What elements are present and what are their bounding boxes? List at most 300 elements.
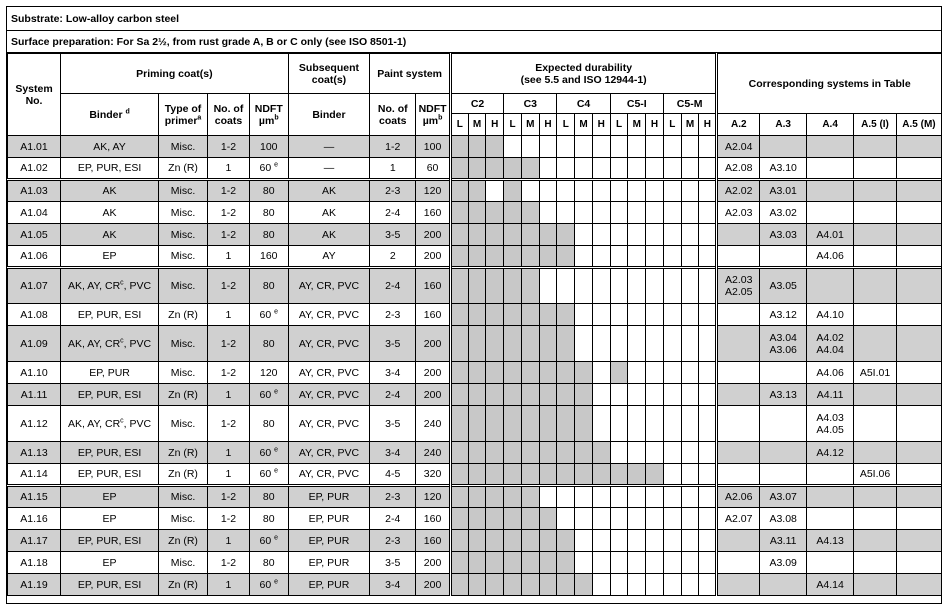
- priming-coats-cell: 1-2: [208, 202, 250, 224]
- durability-cell: [539, 246, 557, 268]
- table-ref-cell: [807, 464, 854, 486]
- system-ndft-cell: 160: [416, 202, 451, 224]
- durability-cell: [521, 224, 539, 246]
- table-ref-cell: A4.11: [807, 384, 854, 406]
- table-ref-cell: [896, 442, 941, 464]
- durability-cell: [681, 180, 699, 202]
- durability-cell: [521, 268, 539, 304]
- durability-cell: [468, 158, 486, 180]
- system-no-cell: A1.14: [8, 464, 61, 486]
- table-ref-cell: [896, 362, 941, 384]
- durability-cell: [504, 552, 522, 574]
- durability-cell: [539, 552, 557, 574]
- durability-cell: [468, 530, 486, 552]
- durability-cell: [592, 326, 610, 362]
- durability-cell: [450, 442, 468, 464]
- durability-cell: [575, 464, 593, 486]
- durability-cell: [646, 136, 664, 158]
- table-body: [8, 136, 942, 596]
- durability-cell: [646, 268, 664, 304]
- durability-cell: [628, 224, 646, 246]
- durability-cell: [504, 442, 522, 464]
- system-coats-cell: 3-4: [370, 362, 416, 384]
- subsequent-binder-cell: EP, PUR: [288, 508, 370, 530]
- durability-level-header: H: [592, 114, 610, 136]
- table-row: [8, 136, 942, 158]
- table-ref-cell: A5I.06: [854, 464, 897, 486]
- priming-ndft-cell: 60 $^e$: [249, 530, 288, 552]
- durability-cell: [681, 552, 699, 574]
- durability-cell: [539, 486, 557, 508]
- durability-cell: [557, 508, 575, 530]
- durability-cell: [468, 486, 486, 508]
- system-no-cell: A1.17: [8, 530, 61, 552]
- table-row: [8, 246, 942, 268]
- table-ref-cell: A4.14: [807, 574, 854, 596]
- durability-cell: [592, 136, 610, 158]
- category-c5-m-header: C5-M: [663, 94, 716, 114]
- durability-cell: [575, 552, 593, 574]
- priming-ndft-cell: 80: [249, 202, 288, 224]
- system-no-cell: A1.15: [8, 486, 61, 508]
- table-ref-cell: [807, 486, 854, 508]
- paint-system-table-sheet: [6, 6, 942, 604]
- durability-cell: [575, 268, 593, 304]
- system-coats-cell: 3-5: [370, 224, 416, 246]
- table-ref-cell: [854, 552, 897, 574]
- priming-ndft-cell: 80: [249, 486, 288, 508]
- table-ref-cell: A2.03: [717, 202, 760, 224]
- table-ref-cell: A2.04: [717, 136, 760, 158]
- durability-cell: [504, 530, 522, 552]
- durability-cell: [486, 158, 504, 180]
- table-row: [8, 508, 942, 530]
- durability-cell: [486, 464, 504, 486]
- durability-cell: [610, 202, 628, 224]
- durability-cell: [628, 268, 646, 304]
- system-no-cell: A1.13: [8, 442, 61, 464]
- system-coats-cell: 2-3: [370, 530, 416, 552]
- priming-coats-cell: 1-2: [208, 406, 250, 442]
- table-row: [8, 268, 942, 304]
- binder-cell: AK: [61, 224, 159, 246]
- priming-coats-cell: 1: [208, 442, 250, 464]
- durability-cell: [592, 574, 610, 596]
- table-row: [8, 202, 942, 224]
- table-row: [8, 362, 942, 384]
- footnote-mark: e: [274, 161, 279, 169]
- durability-cell: [646, 530, 664, 552]
- durability-cell: [557, 304, 575, 326]
- durability-cell: [486, 136, 504, 158]
- primer-type-cell: Misc.: [159, 326, 208, 362]
- system-ndft-cell: 200: [416, 384, 451, 406]
- durability-cell: [521, 326, 539, 362]
- table-ref-cell: A3.04 A3.06: [760, 326, 807, 362]
- table-ref-cell: [896, 486, 941, 508]
- durability-cell: [539, 530, 557, 552]
- durability-cell: [575, 530, 593, 552]
- subsequent-coats-header: Subsequent coat(s): [288, 54, 370, 94]
- durability-cell: [450, 326, 468, 362]
- durability-cell: [610, 224, 628, 246]
- durability-cell: [628, 486, 646, 508]
- table-ref-cell: [896, 136, 941, 158]
- system-ndft-cell: 200: [416, 362, 451, 384]
- subsequent-binder-cell: —: [288, 136, 370, 158]
- system-no-cell: A1.10: [8, 362, 61, 384]
- priming-ndft-header: NDFT µm$^b$: [249, 94, 288, 136]
- primer-type-cell: Misc.: [159, 508, 208, 530]
- priming-coats-cell: 1-2: [208, 362, 250, 384]
- footnote-mark: e: [274, 388, 279, 395]
- binder-cell: AK, AY, $CR^c$, PVC: [61, 326, 159, 362]
- system-ndft-cell: 160: [416, 304, 451, 326]
- table-row: [8, 406, 942, 442]
- table-row: [8, 180, 942, 202]
- durability-cell: [628, 202, 646, 224]
- subsequent-binder-cell: —: [288, 158, 370, 180]
- durability-cell: [468, 552, 486, 574]
- system-coats-cell: 2-4: [370, 508, 416, 530]
- durability-cell: [681, 464, 699, 486]
- durability-cell: [646, 326, 664, 362]
- durability-cell: [539, 442, 557, 464]
- durability-cell: [521, 552, 539, 574]
- table-ref-cell: [717, 362, 760, 384]
- durability-cell: [504, 268, 522, 304]
- footnote-mark: b: [438, 114, 443, 121]
- durability-cell: [504, 574, 522, 596]
- table-ref-header: A.5 (M): [896, 114, 941, 136]
- table-ref-cell: [854, 304, 897, 326]
- durability-cell: [681, 508, 699, 530]
- durability-cell: [575, 158, 593, 180]
- durability-cell: [539, 574, 557, 596]
- table-ref-cell: [807, 202, 854, 224]
- durability-cell: [486, 574, 504, 596]
- table-ref-cell: [854, 158, 897, 180]
- durability-cell: [450, 202, 468, 224]
- durability-cell: [699, 202, 717, 224]
- subsequent-binder-cell: AK: [288, 202, 370, 224]
- table-ref-cell: [854, 486, 897, 508]
- priming-ndft-cell: 60 $^e$: [249, 442, 288, 464]
- durability-level-header: M: [521, 114, 539, 136]
- table-row: [8, 326, 942, 362]
- table-ref-cell: A4.03 A4.05: [807, 406, 854, 442]
- table-ref-cell: [717, 574, 760, 596]
- system-no-cell: A1.11: [8, 384, 61, 406]
- durability-cell: [486, 486, 504, 508]
- durability-cell: [486, 202, 504, 224]
- durability-cell: [592, 530, 610, 552]
- table-ref-cell: A4.01: [807, 224, 854, 246]
- table-ref-cell: [807, 552, 854, 574]
- durability-cell: [610, 246, 628, 268]
- table-ref-cell: [896, 158, 941, 180]
- durability-cell: [468, 464, 486, 486]
- durability-cell: [539, 158, 557, 180]
- binder-cell: EP, PUR, ESI: [61, 442, 159, 464]
- durability-cell: [575, 486, 593, 508]
- durability-cell: [663, 268, 681, 304]
- table-ref-cell: [854, 180, 897, 202]
- durability-cell: [521, 180, 539, 202]
- footnote-mark: d: [125, 108, 130, 115]
- primer-type-cell: Zn (R): [159, 464, 208, 486]
- durability-cell: [539, 180, 557, 202]
- durability-cell: [504, 464, 522, 486]
- binder-cell: EP, PUR, ESI: [61, 384, 159, 406]
- primer-type-cell: Zn (R): [159, 530, 208, 552]
- durability-cell: [557, 136, 575, 158]
- durability-cell: [663, 202, 681, 224]
- durability-cell: [610, 508, 628, 530]
- durability-cell: [468, 268, 486, 304]
- priming-coats-cell: 1-2: [208, 136, 250, 158]
- primer-type-cell: Misc.: [159, 406, 208, 442]
- durability-cell: [628, 384, 646, 406]
- binder-header: Binder $^d$: [61, 94, 159, 136]
- subsequent-binder-cell: AY, CR, PVC: [288, 406, 370, 442]
- durability-cell: [681, 268, 699, 304]
- priming-ndft-cell: 160: [249, 246, 288, 268]
- durability-cell: [450, 574, 468, 596]
- durability-cell: [450, 268, 468, 304]
- system-coats-cell: 3-5: [370, 326, 416, 362]
- durability-cell: [450, 406, 468, 442]
- table-ref-cell: A2.06: [717, 486, 760, 508]
- durability-cell: [663, 224, 681, 246]
- durability-cell: [663, 304, 681, 326]
- table-row: [8, 530, 942, 552]
- system-ndft-cell: 200: [416, 326, 451, 362]
- durability-cell: [557, 530, 575, 552]
- durability-cell: [450, 158, 468, 180]
- durability-cell: [628, 304, 646, 326]
- priming-coats-cell: 1-2: [208, 508, 250, 530]
- durability-cell: [575, 442, 593, 464]
- system-ndft-header: NDFT µm$^b$: [416, 94, 451, 136]
- durability-cell: [592, 224, 610, 246]
- durability-cell: [646, 158, 664, 180]
- table-ref-cell: A3.09: [760, 552, 807, 574]
- durability-cell: [646, 304, 664, 326]
- durability-cell: [539, 384, 557, 406]
- table-ref-cell: [896, 304, 941, 326]
- durability-cell: [468, 246, 486, 268]
- priming-ndft-cell: 80: [249, 180, 288, 202]
- table-ref-cell: A4.06: [807, 246, 854, 268]
- durability-cell: [486, 246, 504, 268]
- subsequent-binder-cell: EP, PUR: [288, 574, 370, 596]
- binder-cell: EP, PUR, ESI: [61, 158, 159, 180]
- durability-cell: [646, 552, 664, 574]
- table-ref-cell: A3.10: [760, 158, 807, 180]
- durability-cell: [663, 574, 681, 596]
- durability-cell: [575, 326, 593, 362]
- durability-cell: [610, 464, 628, 486]
- subsequent-binder-cell: AY, CR, PVC: [288, 268, 370, 304]
- durability-cell: [486, 304, 504, 326]
- priming-coats-cell: 1: [208, 384, 250, 406]
- durability-cell: [592, 158, 610, 180]
- durability-level-header: H: [646, 114, 664, 136]
- table-ref-cell: [896, 552, 941, 574]
- durability-cell: [663, 486, 681, 508]
- durability-cell: [592, 406, 610, 442]
- table-ref-cell: [717, 224, 760, 246]
- binder-cell: EP: [61, 486, 159, 508]
- binder-cell: AK, AY, $CR^c$, PVC: [61, 268, 159, 304]
- table-ref-cell: [854, 508, 897, 530]
- table-ref-cell: A4.12: [807, 442, 854, 464]
- system-coats-cell: 2-4: [370, 202, 416, 224]
- binder-cell: AK, AY, $CR^c$, PVC: [61, 406, 159, 442]
- durability-cell: [681, 158, 699, 180]
- table-ref-cell: [854, 224, 897, 246]
- system-ndft-cell: 240: [416, 442, 451, 464]
- durability-cell: [681, 246, 699, 268]
- durability-cell: [468, 326, 486, 362]
- durability-cell: [504, 508, 522, 530]
- table-ref-cell: [807, 158, 854, 180]
- system-no-cell: A1.02: [8, 158, 61, 180]
- durability-cell: [539, 326, 557, 362]
- system-no-cell: A1.04: [8, 202, 61, 224]
- priming-ndft-cell: 60 $^e$: [249, 304, 288, 326]
- table-row: [8, 552, 942, 574]
- table-ref-cell: [896, 406, 941, 442]
- durability-cell: [646, 464, 664, 486]
- durability-cell: [699, 158, 717, 180]
- system-coats-cell: 1: [370, 158, 416, 180]
- durability-cell: [699, 246, 717, 268]
- table-ref-cell: A3.01: [760, 180, 807, 202]
- durability-cell: [699, 442, 717, 464]
- durability-cell: [575, 246, 593, 268]
- table-ref-cell: [896, 246, 941, 268]
- durability-level-header: H: [539, 114, 557, 136]
- priming-coats-cell: 1: [208, 304, 250, 326]
- durability-cell: [610, 530, 628, 552]
- durability-cell: [539, 508, 557, 530]
- table-ref-cell: [896, 508, 941, 530]
- durability-cell: [539, 464, 557, 486]
- subsequent-binder-cell: AY, CR, PVC: [288, 304, 370, 326]
- binder-cell: EP, PUR, ESI: [61, 530, 159, 552]
- system-ndft-cell: 200: [416, 224, 451, 246]
- priming-coats-header: Priming coat(s): [61, 54, 289, 94]
- table-ref-cell: [807, 268, 854, 304]
- durability-cell: [450, 530, 468, 552]
- durability-cell: [575, 406, 593, 442]
- durability-cell: [486, 362, 504, 384]
- subsequent-binder-cell: EP, PUR: [288, 530, 370, 552]
- subsequent-binder-cell: AY, CR, PVC: [288, 464, 370, 486]
- system-ndft-cell: 200: [416, 574, 451, 596]
- table-ref-cell: [807, 508, 854, 530]
- priming-ndft-cell: 80: [249, 552, 288, 574]
- durability-cell: [610, 326, 628, 362]
- table-ref-cell: [760, 246, 807, 268]
- category-c3-header: C3: [504, 94, 557, 114]
- table-row: [8, 574, 942, 596]
- durability-cell: [521, 574, 539, 596]
- durability-cell: [575, 508, 593, 530]
- table-ref-header: A.3: [760, 114, 807, 136]
- table-ref-cell: A2.07: [717, 508, 760, 530]
- footnote-mark: c: [120, 337, 124, 344]
- primer-type-cell: Misc.: [159, 180, 208, 202]
- durability-cell: [681, 326, 699, 362]
- table-ref-cell: [854, 246, 897, 268]
- paint-systems-table: [7, 53, 942, 596]
- durability-cell: [468, 362, 486, 384]
- binder-cell: EP, PUR, ESI: [61, 464, 159, 486]
- durability-cell: [663, 246, 681, 268]
- table-ref-cell: [717, 246, 760, 268]
- durability-cell: [450, 224, 468, 246]
- system-no-cell: A1.16: [8, 508, 61, 530]
- durability-cell: [450, 136, 468, 158]
- system-coats-cell: 2: [370, 246, 416, 268]
- durability-cell: [681, 574, 699, 596]
- durability-cell: [468, 180, 486, 202]
- durability-cell: [575, 180, 593, 202]
- durability-cell: [592, 464, 610, 486]
- durability-cell: [646, 442, 664, 464]
- system-no-cell: A1.06: [8, 246, 61, 268]
- durability-cell: [699, 508, 717, 530]
- table-ref-cell: A3.08: [760, 508, 807, 530]
- durability-cell: [646, 180, 664, 202]
- durability-cell: [486, 406, 504, 442]
- primer-type-cell: Misc.: [159, 246, 208, 268]
- table-ref-cell: A4.02 A4.04: [807, 326, 854, 362]
- system-coats-cell: 2-3: [370, 486, 416, 508]
- priming-ndft-cell: 80: [249, 224, 288, 246]
- substrate-line: Substrate: Low-alloy carbon steel: [7, 7, 941, 31]
- durability-level-header: L: [557, 114, 575, 136]
- durability-level-header: H: [486, 114, 504, 136]
- priming-coats-cell: 1-2: [208, 180, 250, 202]
- durability-cell: [521, 362, 539, 384]
- durability-cell: [521, 508, 539, 530]
- durability-cell: [681, 530, 699, 552]
- durability-cell: [450, 180, 468, 202]
- durability-cell: [521, 246, 539, 268]
- durability-cell: [575, 136, 593, 158]
- table-ref-cell: [760, 136, 807, 158]
- durability-cell: [557, 464, 575, 486]
- durability-cell: [699, 384, 717, 406]
- durability-cell: [557, 180, 575, 202]
- durability-cell: [521, 442, 539, 464]
- durability-cell: [486, 224, 504, 246]
- durability-cell: [681, 442, 699, 464]
- table-ref-cell: A2.08: [717, 158, 760, 180]
- durability-cell: [504, 406, 522, 442]
- system-ndft-cell: 120: [416, 486, 451, 508]
- durability-cell: [681, 136, 699, 158]
- table-ref-cell: [760, 406, 807, 442]
- durability-cell: [610, 158, 628, 180]
- durability-cell: [468, 574, 486, 596]
- durability-cell: [699, 268, 717, 304]
- durability-cell: [592, 202, 610, 224]
